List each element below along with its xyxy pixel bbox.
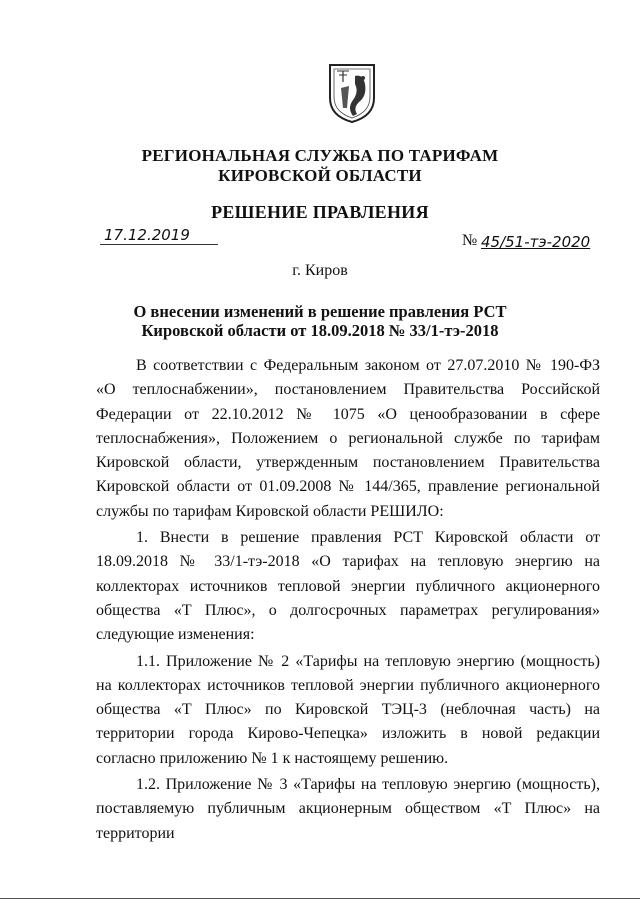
org-name-line1: РЕГИОНАЛЬНАЯ СЛУЖБА ПО ТАРИФАМ: [141, 146, 499, 165]
preamble-paragraph: В соответствии с Федеральным законом от 27.07.2010 № 190-ФЗ «О теплоснабжении», постановлением Правительства Российской Федерации от 22.10.2012 № 1075 «О ценообразовании в сфере теплоснабжения», Положением о региональной службе по тарифам Кировской области, утвержденным постановлением Правительства Кировской области от 01.09.2008 № 144/365, правление региональной службы по тарифам Кировской области РЕШИЛО:: [96, 357, 600, 520]
decision-date: 17.12.2019: [104, 226, 190, 244]
city: г. Киров: [292, 262, 348, 279]
org-name-line2: КИРОВСКОЙ ОБЛАСТИ: [218, 166, 422, 185]
coat-of-arms-icon: [327, 62, 377, 124]
decision-title: РЕШЕНИЕ ПРАВЛЕНИЯ: [211, 202, 429, 222]
number-label: №: [462, 232, 478, 249]
subject-line1: О внесении изменений в решение правления РСТ: [133, 302, 507, 321]
page-bottom-rule: [0, 898, 640, 899]
item-1-paragraph: 1. Внести в решение правления РСТ Кировской области от 18.09.2018 № 33/1-тэ-2018 «О тарифах на тепловую энергию на коллекторах источников тепловой энергии публичного акционерного общества «Т Плюс», о долгосрочных параметрах регулирования» следующие изменения:: [96, 529, 600, 644]
subject-line2: Кировской области от 18.09.2018 № 33/1-тэ-2018: [141, 321, 499, 340]
item-1-1-paragraph: 1.1. Приложение № 2 «Тарифы на тепловую энергию (мощность) на коллекторах источников тепловой энергии публичного акционерного общества «Т Плюс» по Кировской ТЭЦ-3 (неблочная часть) на территории города Кирово-Чепецка» изложить в новой редакции согласно приложению № 1 к настоящему решению.: [96, 652, 600, 767]
document-body: [96, 354, 600, 846]
decision-number: 45/51-тэ-2020: [481, 233, 591, 251]
item-1-2-paragraph: 1.2. Приложение № 3 «Тарифы на тепловую энергию (мощность), поставляемую публичным акционерным обществом «Т Плюс» на территории: [96, 776, 600, 842]
date-underline: [100, 244, 218, 245]
